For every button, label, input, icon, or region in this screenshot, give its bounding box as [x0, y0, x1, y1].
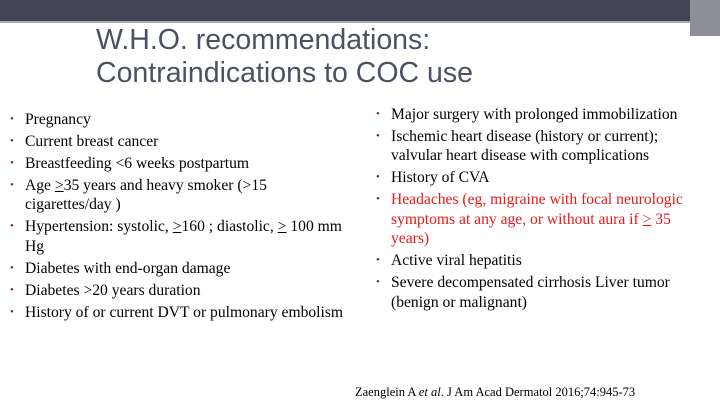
- list-item: [9, 217, 354, 256]
- list-item-text: Diabetes with end-organ damage: [25, 259, 231, 277]
- list-item-text: Age: [25, 177, 55, 194]
- list-item: [375, 251, 705, 270]
- header-rule: [0, 21, 690, 23]
- citation-source: . J Am Acad Dermatol 2016;74:945-73: [440, 385, 636, 399]
- header-band-accent: [690, 0, 720, 21]
- list-item-text: Major surgery with prolonged immobilization: [391, 106, 678, 123]
- list-item-text: Hypertension: systolic,: [25, 218, 173, 236]
- bullet-icon: •: [10, 135, 14, 147]
- list-item-text: Headaches (eg, migraine with focal neurologic symptoms at any age, or without aura if: [391, 191, 683, 228]
- bullet-icon: •: [376, 108, 380, 120]
- list-item-text: Severe decompensated cirrhosis Liver tumor (benign or malignant): [391, 274, 670, 311]
- corner-accent-bar: [690, 21, 720, 36]
- bullet-icon: •: [376, 276, 380, 289]
- list-item-text: Breastfeeding <6 weeks postpartum: [25, 155, 250, 172]
- citation: [355, 385, 635, 400]
- bullet-icon: •: [10, 113, 14, 125]
- slide-title: [96, 24, 473, 90]
- list-item-text: 35 years and heavy smoker (>15 cigarettes/day ): [25, 177, 267, 214]
- bullet-icon: •: [376, 130, 380, 142]
- list-item-text: 35 years): [391, 210, 671, 248]
- list-item: [9, 110, 354, 129]
- list-item-symbol: >: [54, 177, 64, 194]
- list-item-symbol: >: [642, 210, 652, 228]
- header-band: [0, 0, 720, 21]
- list-item: [9, 281, 354, 300]
- list-item-text: History of or current DVT or pulmonary embolism: [25, 303, 344, 321]
- list-item-text: Active viral hepatitis: [391, 252, 522, 270]
- citation-et-al: et al: [418, 385, 441, 399]
- list-item-highlighted: [375, 190, 705, 248]
- list-item-symbol: >: [172, 218, 182, 236]
- list-item: [375, 273, 705, 312]
- list-item: [9, 154, 354, 173]
- slide-title-line-1: W.H.O. recommendations:: [96, 24, 431, 56]
- bullet-icon: •: [10, 283, 14, 296]
- list-item: [375, 168, 705, 187]
- list-item: [375, 105, 705, 124]
- bullet-icon: •: [10, 157, 14, 169]
- citation-authors: Zaenglein A: [355, 385, 419, 399]
- list-item: [9, 132, 354, 151]
- list-item: [375, 127, 705, 166]
- bullet-icon: •: [376, 193, 380, 206]
- bullet-icon: •: [10, 179, 14, 191]
- list-item-text: 100 mm Hg: [25, 218, 342, 255]
- list-item-text: History of CVA: [391, 169, 490, 187]
- contraindications-list-right: [375, 105, 705, 315]
- contraindications-list-left: [9, 110, 354, 325]
- list-item-text: Pregnancy: [25, 111, 91, 128]
- list-item-symbol: >: [277, 218, 287, 236]
- list-item: [9, 303, 354, 322]
- list-item-text: 160 ; diastolic,: [181, 218, 278, 236]
- bullet-icon: •: [376, 171, 380, 184]
- bullet-icon: •: [10, 261, 14, 274]
- list-item-text: Diabetes >20 years duration: [25, 281, 201, 299]
- list-item: [9, 259, 354, 278]
- list-item-text: Ischemic heart disease (history or current); valvular heart disease with complications: [391, 128, 659, 165]
- bullet-icon: •: [376, 254, 380, 267]
- list-item: [9, 176, 354, 215]
- bullet-icon: •: [10, 305, 14, 318]
- list-item-text: Current breast cancer: [25, 133, 159, 150]
- slide-title-line-2: Contraindications to COC use: [96, 57, 474, 89]
- bullet-icon: •: [10, 220, 14, 233]
